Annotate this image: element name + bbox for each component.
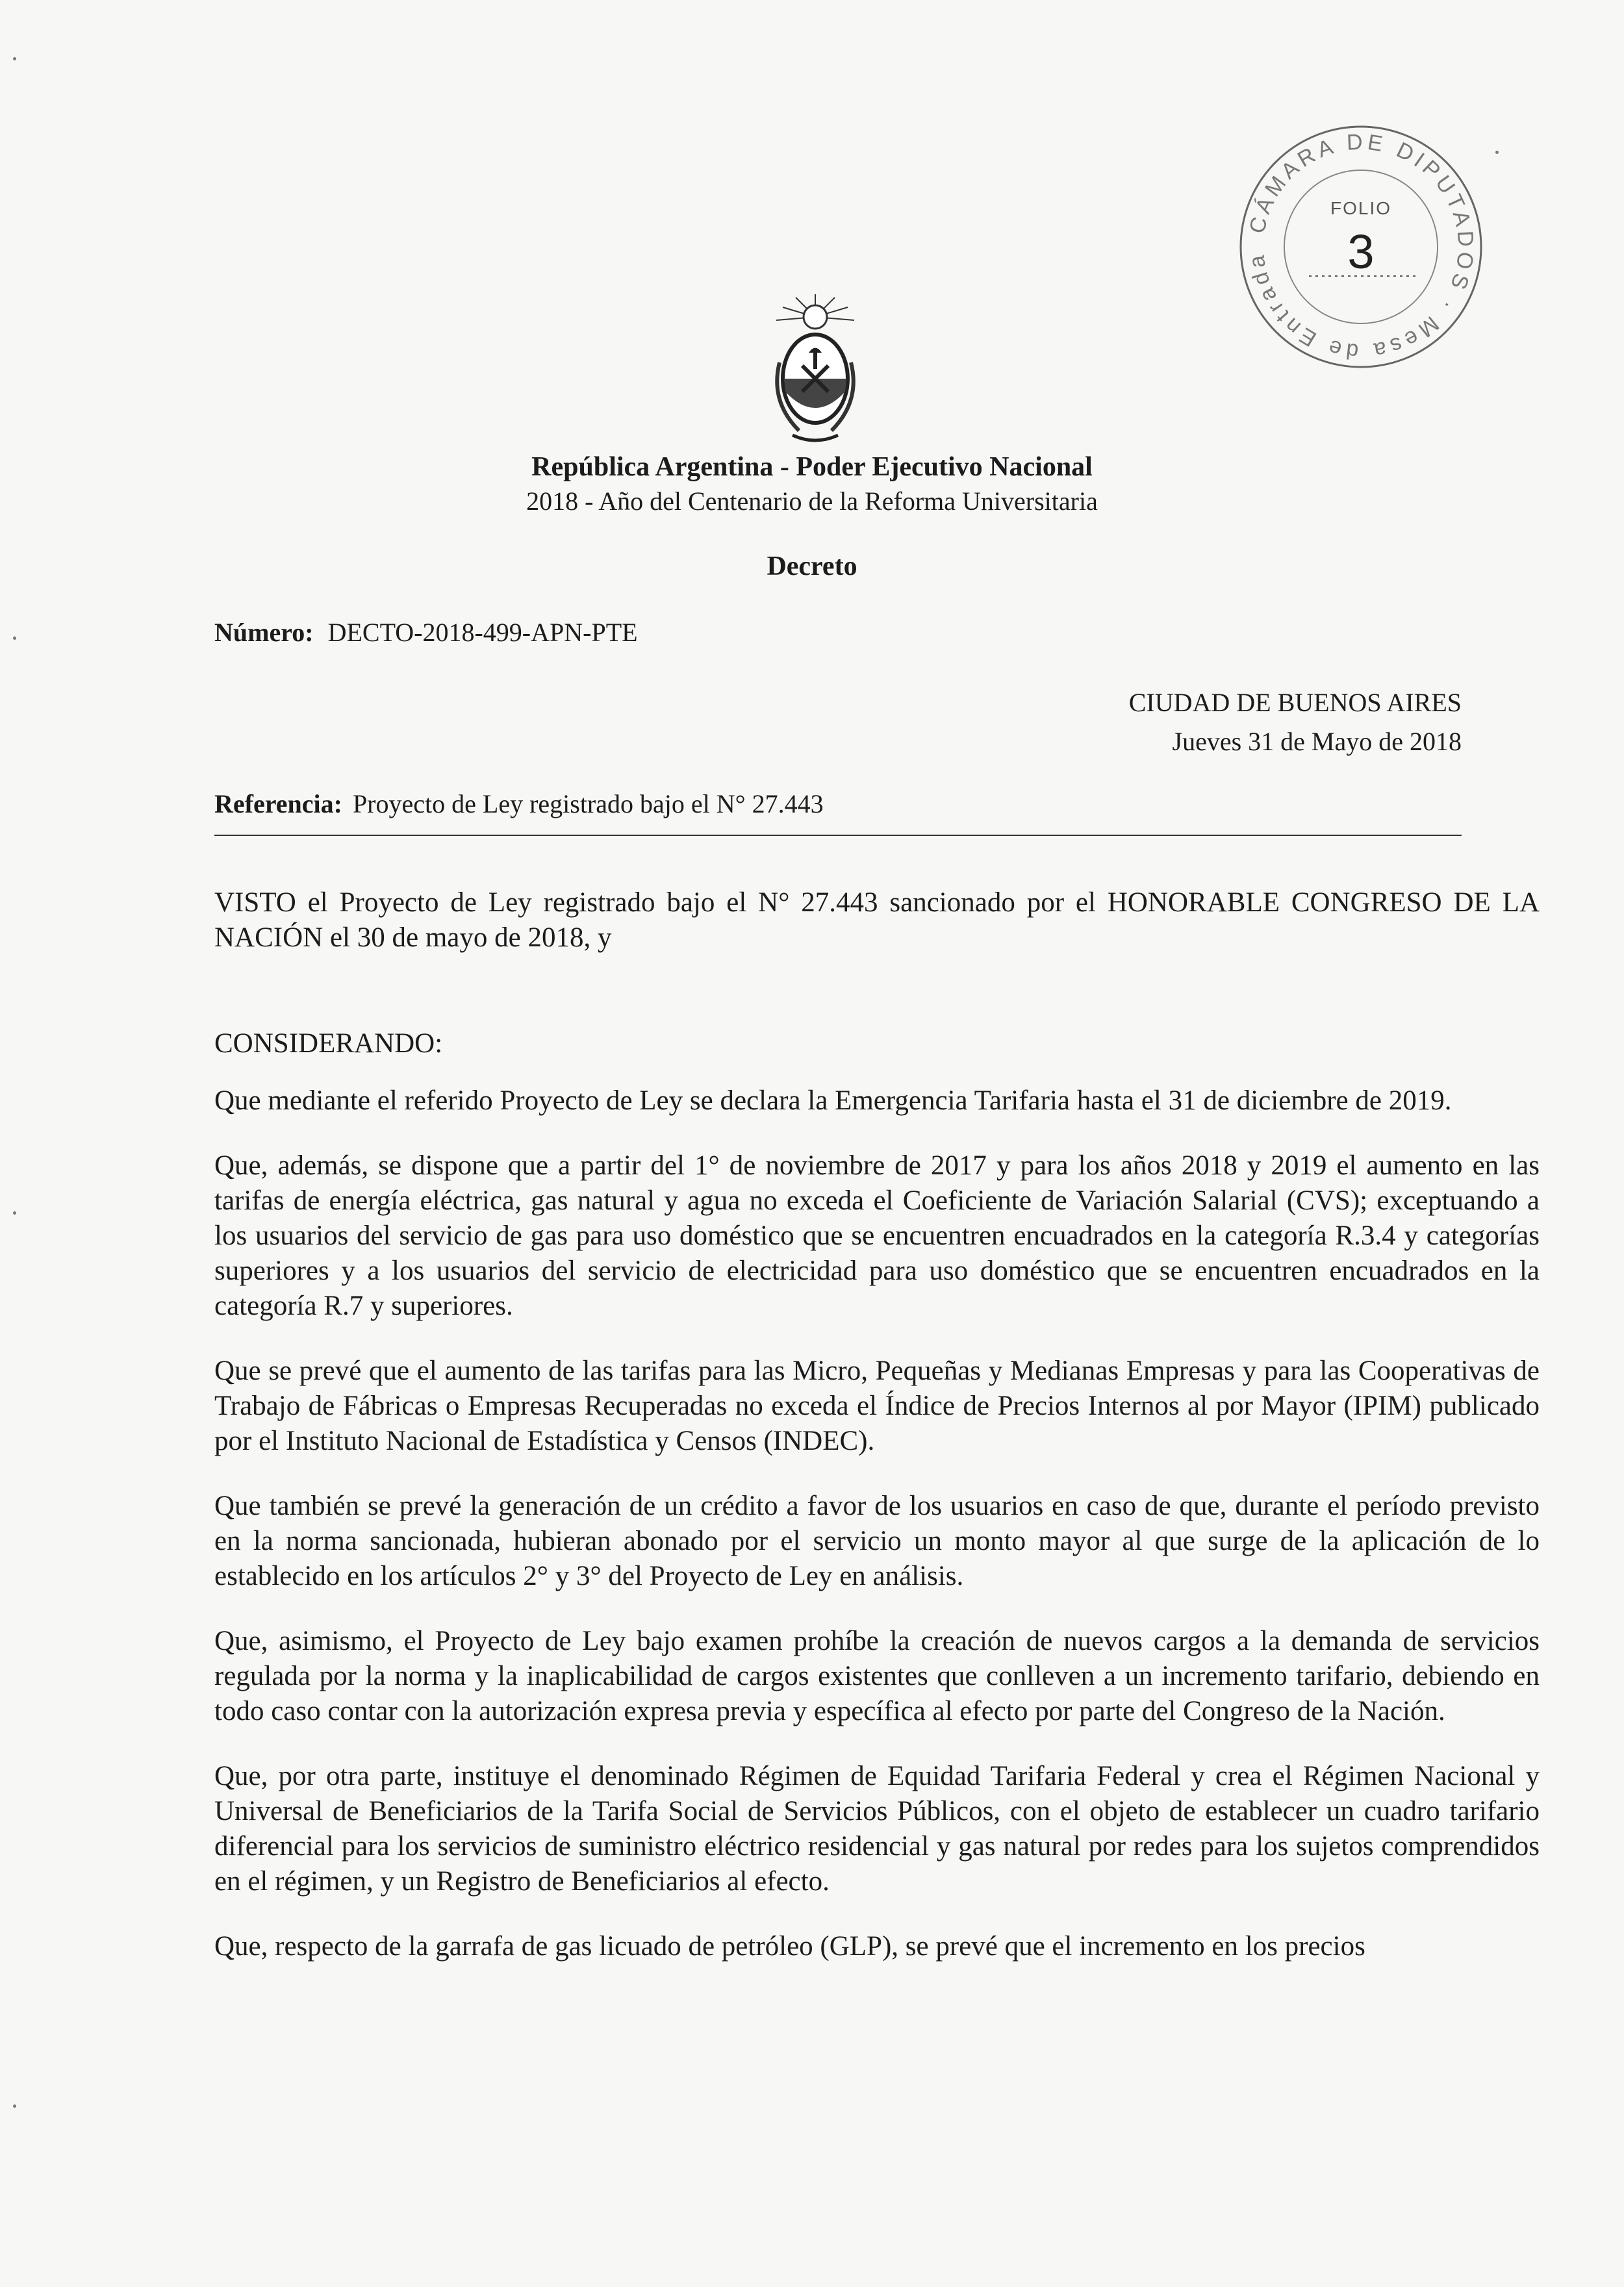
paragraph: Que, asimismo, el Proyecto de Ley bajo examen prohíbe la creación de nuevos cargos a la demanda de servicios regulada por la norma y la inaplicabilidad de cargos existentes que conlleven a un incremento tarifario, debiendo en todo caso contar con la autorización expresa previa y específica al efecto por parte del Congreso de la Nación. [214,1626,1540,1726]
scan-speck [13,57,16,60]
header-title: República Argentina - Poder Ejecutivo Nacional [531,452,1093,482]
scan-speck [13,1211,16,1215]
paragraph: Que, respecto de la garrafa de gas licuado de petróleo (GLP), se prevé que el incremento en los precios [214,1931,1365,1962]
paragraph: Que se prevé que el aumento de las tarifas para las Micro, Pequeñas y Medianas Empresas y para las Cooperativas de Trabajo de Fábricas o Empresas Recuperadas no exceda el Índice de Precios Internos al por Mayor (IPIM) publicado por el Instituto Nacional de Estadística y Censos (INDEC). [214,1356,1540,1456]
decree-number [214,617,638,648]
stamp-folio-number: 3 [1347,225,1375,279]
scan-speck [13,637,16,640]
header-subtitle: 2018 - Año del Centenario de la Reforma Universitaria [526,486,1098,516]
number-value: DECTO-2018-499-APN-PTE [327,618,638,647]
considerando-paragraphs [214,1083,1540,1994]
scan-speck [1495,151,1499,154]
reference-label: Referencia: [214,789,342,818]
stamp-ring-text: CÁMARA DE DIPUTADOS · Mesa de Entrada [1243,129,1478,364]
paragraph: Que, además, se dispone que a partir del 1° de noviembre de 2017 y para los años 2018 y 2019 el aumento en las tarifas de energía eléctrica, gas natural y agua no exceda el Coeficiente de Variación Salarial (CVS); exceptuando a los usuarios del servicio de gas para uso doméstico que se encuentren encuadrados en la categoría R.3.4 y categorías superiores y a los usuarios del servicio de electricidad para uso doméstico que se encuentren encuadrados en la categoría R.7 y superiores. [214,1150,1540,1321]
scan-speck [13,2104,16,2108]
stamp-folio-label: FOLIO [1330,198,1391,218]
date: Jueves 31 de Mayo de 2018 [1172,727,1462,756]
paragraph: Que mediante el referido Proyecto de Ley se declara la Emergencia Tarifaria hasta el 31 de diciembre de 2019. [214,1085,1452,1116]
paragraph: Que, por otra parte, instituye el denominado Régimen de Equidad Tarifaria Federal y crea el Régimen Nacional y Universal de Beneficiarios de la Tarifa Social de Servicios Públicos, con el objeto de establecer un cuadro tarifario diferencial para los servicios de suministro eléctrico residencial y gas natural por redes para los sujetos comprendidos en el régimen, y un Registro de Beneficiarios al efecto. [214,1761,1540,1897]
city: CIUDAD DE BUENOS AIRES [1128,688,1462,717]
coat-of-arms-icon [767,291,864,453]
reference-value: Proyecto de Ley registrado bajo el N° 27.443 [352,789,824,818]
paragraph: Que también se prevé la generación de un crédito a favor de los usuarios en caso de que, durante el período previsto en la norma sancionada, hubieran abonado por el servicio un monto mayor al que surge de la aplicación de lo establecido en los artículos 2° y 3° del Proyecto de Ley en análisis. [214,1491,1540,1591]
reference [214,789,824,819]
visto-paragraph [214,885,1540,985]
considerando-text: CONSIDERANDO: [214,1028,443,1059]
document-type: Decreto [767,551,857,581]
visto-text: VISTO el Proyecto de Ley registrado bajo el N° 27.443 sancionado por el HONORABLE CONGRESO DE LA NACIÓN el 30 de mayo de 2018, y [214,887,1540,953]
considerando-heading [214,1026,1540,1091]
folio-stamp [1231,117,1491,377]
number-label: Número: [214,618,314,647]
divider [214,835,1462,836]
